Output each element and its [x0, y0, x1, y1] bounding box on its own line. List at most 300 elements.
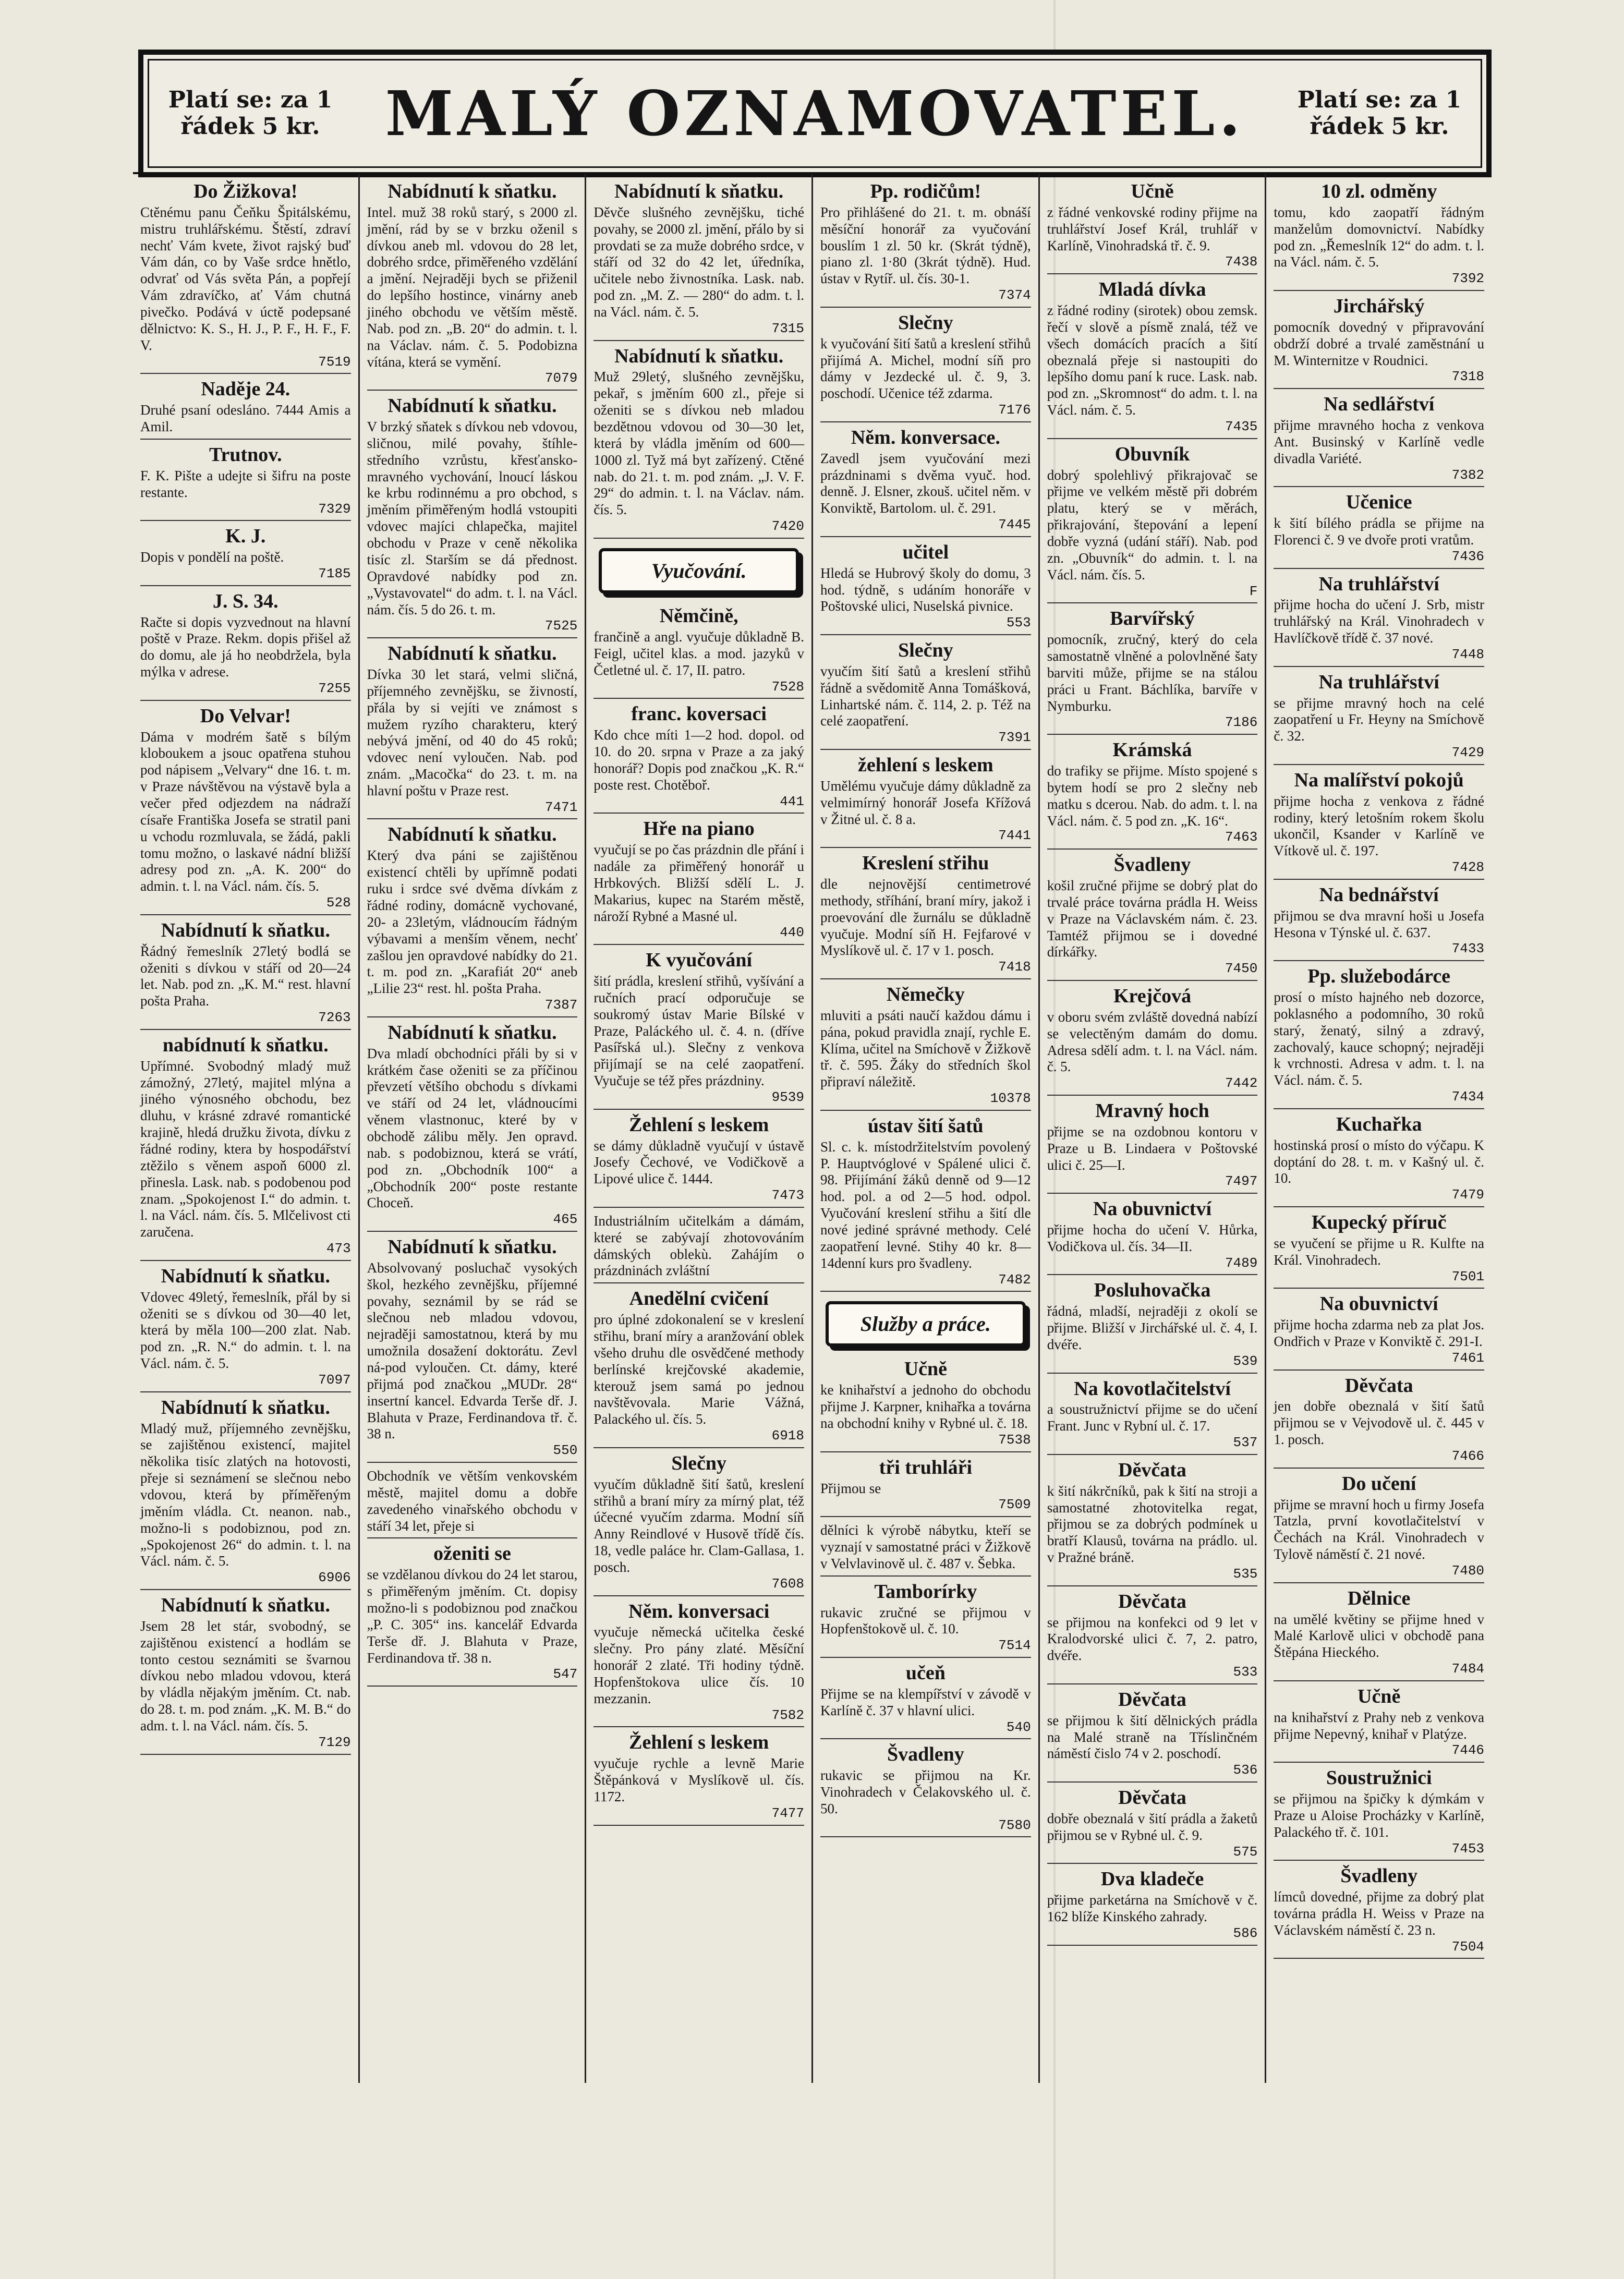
- ad-number: 9539: [771, 1089, 805, 1105]
- ad-number: 7392: [1451, 271, 1485, 287]
- classified-ad: [593, 346, 804, 539]
- ad-heading: Učně: [1131, 180, 1174, 202]
- ad-text: Vdovec 49letý, řemeslník, přál by si oženiti se s dívkou od 30—40 let, která by měla 100—200 zlat. Nab. pod zn. „R. N.“ do admin. t. l. na Václ. nám. č. 5.: [140, 1289, 351, 1372]
- ad-text: dobře obeznalá v šití prádla a žaketů přijmou se v Rybné ul. č. 9.: [1047, 1810, 1258, 1843]
- ad-text: se vyučení se přijme u R. Kulfte na Král. Vinohradech.: [1274, 1235, 1485, 1268]
- ad-number: 7525: [544, 618, 578, 634]
- ad-text: Kdo chce míti 1—2 hod. dopol. od 10. do 20. srpna v Praze a za jaký honorář? Dopis pod značkou „K. R.“ poste rest. Chotěboř.: [593, 727, 805, 793]
- ad-number: 7446: [1451, 1742, 1485, 1759]
- classified-ad: [593, 1115, 804, 1208]
- ad-number: 550: [553, 1442, 578, 1459]
- classified-ad: [367, 1237, 578, 1463]
- ad-heading: Nabídnutí k sňatku.: [614, 180, 784, 202]
- classified-ad: [367, 1023, 578, 1232]
- classified-ad: [140, 920, 351, 1030]
- classified-ad: [1274, 394, 1484, 487]
- ad-heading: Něm. konversaci: [628, 1600, 770, 1622]
- ad-number: 6918: [771, 1428, 805, 1444]
- ad-number: 473: [326, 1241, 351, 1257]
- ad-text: rukavic se přijmou na Kr. Vinohradech v Čelakovského ul. č. 50.: [820, 1767, 1031, 1816]
- ad-number: 535: [1233, 1566, 1258, 1582]
- ad-heading: Obuvník: [1114, 443, 1190, 465]
- ad-text: Intel. muž 38 roků starý, s 2000 zl. jmění, rád by se v brzku oženil s dívkou aneb ml. vdovou do 28 let, dobrého srdce, přiměřeného vzdělání a jmění. Nejraději bych se přiženil do lepšího hostince, vinárny aneb jiného obchodu ve větším městě. Nab. pod zn. „B. 20“ do admin. t. l. na Václav. nám. č. 5. Podobizna vítána, která se vymění.: [367, 204, 578, 370]
- ad-number: 7501: [1451, 1268, 1485, 1284]
- ad-text: vyučím důkladně šití šatů, kreslení střihů a braní míry za mírný plat, též účecné vyučím zdarma. Modní síň Anny Reindlové v Husově třídě čís. 18, vedle paláce hr. Clam-Gallasa, 1. posch.: [593, 1476, 805, 1575]
- ad-text: Ctěnému panu Čeňku Špitálskému, mistru truhlářskému. Štěstí, zdraví nechť Vám kvete, život rajský buď Vám dán, co by Vaše srdce hnětlo, odvrať od Vás světa Pán, a popřejí Vám zdravíčko, ať Vám chutná pivečko. Podává v úctě podepsané dělnictvo: K. S., H. J., P. F., H. F., F. V.: [140, 204, 351, 353]
- classified-ad: [820, 985, 1031, 1111]
- ad-heading: žehlení s leskem: [858, 754, 993, 776]
- classified-ad: [820, 1458, 1031, 1517]
- ad-heading: Pp. služebodárce: [1307, 965, 1451, 988]
- classified-ad: [820, 1744, 1031, 1837]
- ad-number: 528: [326, 895, 351, 911]
- ad-number: 7466: [1451, 1448, 1485, 1464]
- classified-ad: [820, 853, 1031, 979]
- classified-columns: [133, 172, 1492, 2083]
- ad-number: 7445: [998, 517, 1031, 533]
- ad-heading: Děvčata: [1118, 1688, 1186, 1711]
- ad-text: řádná, mladší, nejraději z okolí se přijme. Bližší v Jirchářské ul. č. 4, I. dvéře.: [1047, 1303, 1258, 1353]
- ad-text: a soustružnictví přijme se do učení Frant. Junc v Rybní ul. č. 17.: [1047, 1401, 1258, 1434]
- ad-text: z řádné venkovské rodiny přijme na truhlářství Josef Král, truhlář v Karlíně, Vinohradská tř. č. 9.: [1047, 204, 1258, 253]
- ad-heading: Na sedlářství: [1324, 393, 1435, 416]
- ad-text: jen dobře obeznalá v šití šatů přijmou se v Vejvodově ul. č. 445 v 1. posch.: [1274, 1398, 1485, 1448]
- ad-number: 440: [780, 925, 805, 941]
- classified-ad: [1047, 1379, 1258, 1455]
- classified-ad: [593, 950, 804, 1110]
- ad-heading: Dělnice: [1348, 1587, 1411, 1609]
- ad-number: 7428: [1451, 859, 1485, 876]
- ad-number: 7580: [998, 1817, 1031, 1833]
- ad-heading: Krejčová: [1113, 985, 1192, 1008]
- ad-heading: 10 zl. odměny: [1320, 180, 1437, 202]
- classified-ad: [820, 1582, 1031, 1658]
- ad-number: 7582: [771, 1707, 805, 1723]
- ad-number: 7438: [1225, 254, 1258, 270]
- classified-ad: [1047, 181, 1258, 274]
- ad-number: 7318: [1451, 369, 1485, 385]
- ad-number: 7185: [318, 565, 351, 581]
- classified-ad: [1047, 855, 1258, 981]
- ad-heading: Učenice: [1346, 491, 1412, 514]
- ad-heading: Nabídnutí k sňatku.: [614, 345, 784, 367]
- classified-ad: [593, 1213, 804, 1283]
- ad-number: 7489: [1225, 1255, 1258, 1271]
- ad-number: 7391: [998, 730, 1031, 746]
- ad-text: se vzdělanou dívkou do 24 let starou, s přiměřeným jměním. Ct. dopisy možno-li s podobiznou pod značkou „P. C. 305“ ins. kancelář Edvarda Terše dř. J. Blahuta v Praze, Ferdinandova tř. 38 n.: [367, 1567, 578, 1666]
- ad-number: 7387: [544, 997, 578, 1013]
- ad-number: 553: [1006, 615, 1031, 631]
- ad-heading: Děvčata: [1118, 1590, 1186, 1613]
- classified-ad: [367, 396, 578, 638]
- ad-number: 7509: [998, 1497, 1031, 1513]
- ad-text: šití prádla, kreslení střihů, vyšívání a ručních prací odporučuje se soukromý ústav Marie Bílské v Praze, Paláckého ul. č. 4. n. (dříve Pasířská ul.). Slečny z venkova přijímají se na celé zaopatření. Vyučuje se též přes prázdniny.: [593, 973, 805, 1089]
- classified-ad: [820, 1663, 1031, 1739]
- ad-heading: Naděje 24.: [201, 378, 290, 401]
- classified-ad: [1274, 492, 1484, 568]
- ad-text: Račte si dopis vyzvednout na hlavní poště v Praze. Rekm. dopis přišel až do domu, ale já ho neobdržela, byla mýlka v adrese.: [140, 614, 351, 680]
- ad-heading: Žehlení s leskem: [629, 1113, 769, 1136]
- ad-text: se přijmou k šití dělnických prádla na Malé straně na Tříslinčném náměstí čislo 74 v 2. poschodí.: [1047, 1712, 1258, 1762]
- ad-number: 7441: [998, 828, 1031, 844]
- ad-text: dobrý spolehlivý přikrajovač se přijme ve velkém městě při dobrém platu, který se v měrách, přikrajování, štepování a lepení dobře vyzná (udání stáří). Nab. pod zn. „Obuvník“ do admin. t. l. na Václ. nám. čís. 5.: [1047, 467, 1258, 583]
- classified-ad: [140, 1595, 351, 1755]
- ad-text: Obchodník ve větším venkovském městě, majitel domu a dobře zavedeného vinařského obchodu v stáří 34 let, přeje si: [367, 1468, 578, 1534]
- classified-ad: [1274, 574, 1484, 667]
- ad-text: pomocník dovedný v připravování obdrží dobré a trvalé zaměstnání u M. Winternitze v Roudnici.: [1274, 319, 1485, 368]
- ad-text: Sl. c. k. místodržitelstvím povolený P. Hauptvóglové v Spálené ulici č. 98. Přijímání žáků denně od 9—12 hod. pol. a od 2—5 hod. odpol. Vyučování kreslení střihu a šití dle nové jediné správné methody. Celé zaopatření levné. Stihy 40 kr. 8—14denní kurs pro švadleny.: [820, 1138, 1031, 1271]
- ad-heading: franc. koversaci: [631, 703, 767, 725]
- ad-text: se přijmou na špičky k dýmkám v Praze u Aloise Procházky v Karlíně, Palackého tř. č. 101.: [1274, 1791, 1485, 1840]
- ad-heading: Slečny: [898, 311, 953, 334]
- ad-number: 7482: [998, 1271, 1031, 1288]
- ad-heading: Švadleny: [1340, 1865, 1418, 1887]
- ad-text: Který dva páni se zajištěnou existencí chtěli by upřímně podati ruku i srdce své dvěma dívkám z řádné rodiny, domácně vychované, 20- a 23letým, vládnoucím řádným výbavami a menším věnem, nechť zašlou jen opravdové nabídky do 21. t. m. pod zn. „Karafiát 20“ aneb „Lilie 23“ rest. hl. pošta Praha.: [367, 847, 578, 997]
- ad-number: 7484: [1451, 1661, 1485, 1677]
- classified-ad: [140, 591, 351, 701]
- ad-heading: Nabídnutí k sňatku.: [387, 823, 557, 846]
- ad-text: Pro přihlášené do 21. t. m. obnáší měsíční honorář za vyučování bouslím 1 zl. 50 kr. (Skrát týdně), piano zl. 1·80 (3krát týdně). Hud. ústav v Rytíř. ul. čís. 30-1.: [820, 204, 1031, 287]
- ad-heading: Něm. konversace.: [851, 426, 1000, 448]
- ad-text: hostinská prosí o místo do výčapu. K doptání do 28. t. m. v Kašný ul. č. 10.: [1274, 1137, 1485, 1186]
- ad-text: Umělému vyučuje dámy důkladně za velmimírný honorář Josefa Křížová v Žitné ul. č. 8 a.: [820, 778, 1031, 827]
- ad-heading: Nabídnutí k sňatku.: [387, 643, 557, 665]
- ad-heading: Mladá dívka: [1098, 278, 1206, 301]
- ad-heading: Dva kladeče: [1100, 1868, 1204, 1890]
- classified-ad: [1047, 1199, 1258, 1275]
- ad-heading: Děvčata: [1118, 1787, 1186, 1809]
- ad-text: Industriálním učitelkám a dámám, které se zabývají zhotovováním dámských oblekù. Zahájím o prázdninách zvláštní: [593, 1213, 805, 1279]
- classified-ad: [1274, 1213, 1484, 1289]
- ad-heading: Švadleny: [887, 1743, 964, 1766]
- ad-text: Přijmou se: [820, 1480, 881, 1496]
- classified-ad: [1274, 1768, 1484, 1861]
- ad-heading: nabídnutí k sňatku.: [162, 1034, 329, 1056]
- classified-ad: [1047, 1788, 1258, 1864]
- classified-ad: [1047, 1592, 1258, 1684]
- ad-number: 586: [1233, 1925, 1258, 1941]
- ad-text: k šití nákrčníků, pak k šití na stroji a samostatné zhotovitelka regat, přijmou se za dobrých podmínek u bratří Klausů, továrna na prádlo. ul. v Pražné bráně.: [1047, 1483, 1258, 1566]
- ad-heading: Kuchařka: [1336, 1113, 1422, 1135]
- ad-number: F: [1249, 583, 1258, 599]
- ad-number: 7433: [1451, 941, 1485, 957]
- ad-text: přijme hocha do učení J. Srb, mistr truhlářský na Král. Vinohradech v Havlíčkově třídě č. 37 nové.: [1274, 597, 1485, 646]
- classified-ad: [593, 606, 804, 699]
- classified-ad: [1047, 1869, 1258, 1945]
- ad-text: se přijmou na konfekci od 9 let v Kralodvorské ulici č. 7, 2. patro, dvéře.: [1047, 1614, 1258, 1664]
- ad-number: 7442: [1225, 1075, 1258, 1092]
- classified-ad: [367, 1544, 578, 1687]
- ad-text: límců dovedné, přijme za dobrý plat továrna prádla H. Weiss v Praze na Václavském náměstí č. 23 n.: [1274, 1889, 1485, 1938]
- ad-heading: Nabídnutí k sňatku.: [387, 180, 557, 202]
- ad-text: Muž 29letý, slušného zevnějšku, pekař, s jměním 600 zl., přeje si oženiti se s dívkou neb mladou bezdětnou vdovou od 30—30 let, která by vládla jměním od 600—1000 zl. Tyž má byt zařízený. Ctěné nab. do 21. t. m. pod znám. „J. V. F. 29“ do admin. t. l. na Václav. nám. čís. 5.: [593, 369, 805, 518]
- ad-text: Mladý muž, příjemného zevnějšku, se zajištěnou existencí, majitel několika tisíc zlatých na hotovosti, přeje si seznámení se slečnou nebo vdovou, která by příměřeným jměním vládla. Ct. neanon. nab., možno-li s podobiznou, pod zn. „Spokojenost 26“ do admin. t. l. na Václ. nám. č. 5.: [140, 1420, 351, 1569]
- ad-heading: učeň: [905, 1662, 946, 1684]
- column-3: [586, 174, 813, 2083]
- ad-text: pro úplné zdokonalení se v kreslení střihu, braní míry a aranžování oblek všeho druhu dle osvědčené methody berlínské krejčovské akademie, kterouž jsem samá po jednou navštěvovala. Marie Vážná, Palackého ul. čís. 5.: [593, 1312, 805, 1427]
- classified-ad: [140, 379, 351, 440]
- ad-number: 7097: [318, 1372, 351, 1388]
- ad-text: k vyučování šití šatů a kreslení střihů přijímá A. Michel, modní síň pro dámy v Jezdecké ul. č. 9, 3. poschodí. Učenice též zdarma.: [820, 335, 1031, 402]
- classified-ad: [1047, 1280, 1258, 1373]
- ad-heading: Nabídnutí k sňatku.: [161, 1396, 330, 1419]
- classified-ad: [593, 819, 804, 945]
- ad-heading: Mravný hoch: [1095, 1100, 1209, 1122]
- ad-number: 7514: [998, 1638, 1031, 1654]
- ad-text: prosí o místo hajného neb dozorce, poklasného a podomního, 30 roků starý, ženatý, silný a zdravý, zachovalý, kauce schopný; nejraději k vrchnosti. Adresa v adm. t. l. na Václ. nám. č. 5.: [1274, 989, 1485, 1088]
- ad-text: Zavedl jsem vyučování mezi prázdninami s dvěma vyuč. hod. denně. J. Elsner, zkouš. učitel něm. v Konviktě, Bartolom. ul. č. 291.: [820, 450, 1031, 516]
- classified-ad: [1047, 1690, 1258, 1783]
- ad-number: 7129: [318, 1734, 351, 1750]
- classified-ad: [593, 1732, 804, 1825]
- ad-heading: Anedělní cvičení: [629, 1288, 769, 1310]
- ad-text: V brzký sňatek s dívkou neb vdovou, sličnou, milé povahy, štíhle-středního vzrůstu, křesťansko-mravného vychování, lnoucí láskou ke krbu rodinnému a pro obchod, s jměním přiměřeným hodlá vstoupiti vdovec majíci chlapečka, majitel obchodu v Praze v ceně několika tisíc zl. Starším se dá přednost. Opravdové nabídky pod zn. „Vystavovatel“ do adm. t. l. na Václ. nám. čís. 5 do 26. t. m.: [367, 419, 578, 617]
- classified-ad: [1274, 885, 1484, 961]
- ad-number: 539: [1233, 1353, 1258, 1369]
- ad-heading: Na truhlářství: [1318, 573, 1439, 595]
- column-5: [1040, 174, 1267, 2083]
- ad-number: 7448: [1451, 647, 1485, 663]
- ad-text: přijme parketárna na Smíchově v č. 162 blíže Kinského zahrady.: [1047, 1892, 1258, 1925]
- ad-heading: Nabídnutí k sňatku.: [161, 1265, 330, 1287]
- ad-heading: Nabídnutí k sňatku.: [387, 1235, 557, 1258]
- classified-ad: [1047, 280, 1258, 439]
- ad-number: 7473: [771, 1187, 805, 1204]
- ad-text: Druhé psaní odesláno. 7444 Amis a Amil.: [140, 402, 351, 435]
- ad-number: 7463: [1225, 829, 1258, 845]
- ad-number: 7418: [998, 959, 1031, 975]
- ad-number: 7436: [1451, 548, 1485, 564]
- ad-number: 7263: [318, 1010, 351, 1026]
- ad-heading: Do Velvar!: [200, 705, 291, 727]
- ad-text: v oboru svém zvláště dovedná nabízí se velectěným damám do domu. Adresa sdělí adm. t. l. na Václ. nám. č. 5.: [1047, 1009, 1258, 1075]
- ad-number: 7519: [318, 354, 351, 370]
- ad-number: 7480: [1451, 1563, 1485, 1579]
- ad-heading: Kupecký příruč: [1311, 1211, 1447, 1233]
- classified-ad: [593, 1289, 804, 1448]
- ad-text: přijme se na ozdobnou kontoru v Praze u B. Lindaera v Poštovské ulici č. 25—I.: [1047, 1123, 1258, 1173]
- ad-heading: Kreslení střihu: [862, 852, 989, 875]
- classified-ad: [820, 1359, 1031, 1452]
- ad-heading: Učně: [1358, 1685, 1401, 1707]
- ad-heading: oženiti se: [433, 1543, 511, 1565]
- ad-number: 7382: [1451, 467, 1485, 483]
- ad-heading: Děvčata: [1344, 1374, 1413, 1397]
- ad-heading: J. S. 34.: [213, 590, 278, 612]
- ad-text: dělníci k výrobě nábytku, kteří se vyznají v samostatné práci v Žižkově v Velvlavinově ul. č. 487 v. Šebka.: [820, 1522, 1031, 1571]
- ad-heading: Na bednářství: [1319, 883, 1439, 906]
- ad-heading: Učně: [904, 1358, 947, 1380]
- column-1: [133, 174, 360, 2083]
- classified-ad: [820, 542, 1031, 635]
- ad-text: Přijme se na klempířství v závodě v Karlíně č. 37 v hlavní ulici.: [820, 1686, 1031, 1718]
- classified-ad: [1047, 1101, 1258, 1194]
- ad-number: 537: [1233, 1435, 1258, 1451]
- ad-heading: Slečny: [671, 1452, 726, 1474]
- ad-text: košil zručné přijme se dobrý plat do trvalé práce továrna prádla H. Weiss v Praze na Václavském nám. č. 23. Tamtéž přijmou se i dovedné dírkářky.: [1047, 878, 1258, 960]
- classified-ad: [367, 644, 578, 819]
- ad-heading: Děvčata: [1118, 1459, 1186, 1481]
- ad-number: 465: [553, 1211, 578, 1228]
- classified-ad: [140, 706, 351, 915]
- ad-text: vyučím šití šatů a kreslení střihů řádně a svědomitě Anna Tomášková, Linhartské nám. č. 114, 2. p. Též na celé zaopatření.: [820, 663, 1031, 729]
- ad-heading: Slečny: [898, 639, 953, 661]
- classified-ad: [1274, 1294, 1484, 1370]
- ad-text: vyučuje rychle a levně Marie Štěpánková v Myslíkově ul. čís. 1172.: [593, 1755, 805, 1804]
- ad-number: 7450: [1225, 961, 1258, 977]
- ad-number: 7186: [1225, 714, 1258, 731]
- ad-text: frančině a angl. vyučuje důkladně B. Feigl, učitel klas. a mod. jazyků v Četletné ul. č. 17, II. patro.: [593, 628, 805, 678]
- classified-ad: [1047, 986, 1258, 1096]
- classified-ad: [140, 445, 351, 521]
- ad-number: 7528: [771, 678, 805, 695]
- classified-ad: [1274, 1114, 1484, 1207]
- ad-heading: Do učení: [1341, 1472, 1416, 1495]
- ad-text: mluviti a psáti naučí každou dámu i pána, pokud pravidla znají, rychle E. Klíma, učitel na Smíchově v Žižkově tř. č. 595. Žáky do středních škol připraví náležitě.: [820, 1007, 1031, 1090]
- ad-heading: Hře na piano: [643, 818, 755, 840]
- ad-heading: Pp. rodičům!: [870, 180, 981, 202]
- ad-heading: tři truhláři: [879, 1456, 973, 1478]
- ad-number: 533: [1233, 1664, 1258, 1680]
- classified-ad: [820, 640, 1031, 750]
- ad-number: 7315: [771, 320, 805, 336]
- classified-ad: [1274, 672, 1484, 765]
- ad-heading: Jirchářský: [1333, 295, 1425, 317]
- ad-text: se přijme mravný hoch na celé zaopatření u Fr. Heyny na Smíchově č. 32.: [1274, 695, 1485, 744]
- ad-heading: Trutnov.: [209, 443, 282, 466]
- ad-text: Dívka 30 let stará, velmi sličná, příjemného zevnějšku, se živností, přála by si vejíti ve známost s mužem ryzího charakteru, který nebývá jmění, od 40 do 45 roků; vdovec není vyloučen. Nab. pod znám. „Macočka“ do 23. t. m. na hlavní poštu v Praze rest.: [367, 666, 578, 798]
- ad-number: 540: [1006, 1719, 1031, 1735]
- ad-text: přijmou se dva mravní hoši u Josefa Hesona v Týnské ul. č. 637.: [1274, 907, 1485, 940]
- classified-ad: [1274, 1376, 1484, 1469]
- classified-ad: [1274, 181, 1484, 291]
- ad-text: Absolvovaný posluchač vysokých škol, hezkého zevnějšku, příjemné povahy, seznámil by se rád se slečnou neb mladou vdovou, nejraději samostatnou, která by mu umožnila dosažení doktorátu. Zevl ná-pod vyloučen. Ct. dámy, které přijmá pod značkou „MUDr. 28“ insertní kancel. Edvarda Terše dř. J. Blahuta v Praze, Ferdinandova tř. č. 38 n.: [367, 1259, 578, 1442]
- ad-number: 7255: [318, 680, 351, 696]
- classified-ad: [593, 704, 804, 814]
- ad-number: 10378: [990, 1090, 1031, 1107]
- classified-ad: [140, 1266, 351, 1392]
- ad-number: 7374: [998, 287, 1031, 304]
- classified-ad: [593, 1453, 804, 1596]
- ad-heading: Němčině,: [659, 605, 738, 627]
- ad-heading: Do Žižkova!: [193, 180, 298, 202]
- classified-ad: [1047, 1460, 1258, 1586]
- ad-number: 7497: [1225, 1173, 1258, 1190]
- classified-ad: [367, 181, 578, 391]
- ad-text: F. K. Pište a udejte si šifru na poste restante.: [140, 467, 351, 500]
- ad-heading: Soustružnici: [1326, 1767, 1432, 1789]
- ad-number: 7461: [1451, 1350, 1485, 1366]
- column-2: [360, 174, 587, 2083]
- ad-text: vyučuje německá učitelka české slečny. Pro pány zlaté. Měsíční honorář 2 zlaté. Tři hodiny týdně. Hopfenštokova ulice čís. 10 mezzanin.: [593, 1624, 805, 1706]
- ad-text: Dopis v pondělí na poště.: [140, 549, 284, 565]
- ad-number: 7420: [771, 518, 805, 535]
- ad-number: 7471: [544, 799, 578, 815]
- ad-number: 7504: [1451, 1938, 1485, 1955]
- classified-ad: [140, 1398, 351, 1590]
- ad-text: ke knihařství a jednoho do obchodu přijme J. Karpner, knihařka a továrna na obchodní knihy v Rybné ul. č. 18.: [820, 1382, 1031, 1432]
- ad-text: Hledá se Hubrový školy do domu, 3 hod. týdně, s udáním honoráře v Poštovské ulici, Nuselská pivnice.: [820, 565, 1031, 614]
- ad-heading: Na obuvnictví: [1093, 1198, 1212, 1220]
- section-badge: Vyučování.: [599, 548, 799, 593]
- ad-heading: Nabídnutí k sňatku.: [387, 395, 557, 417]
- ad-text: přijme hocha zdarma neb za plat Jos. Ondřich v Praze v Konviktě č. 291-I.: [1274, 1317, 1485, 1350]
- ad-text: přijme mravného hocha z venkova Ant. Businský v Karlíně vedle divadla Variété.: [1274, 417, 1485, 466]
- classified-ad: [367, 825, 578, 1017]
- classified-ad: [820, 1116, 1031, 1292]
- ad-heading: Na truhlářství: [1318, 671, 1439, 693]
- ad-text: Dva mladí obchodníci přáli by si v krátkém čase oženiti se za příčinou převzetí většího obchodu s dívkami ve stáří od 24 let, vládnoucími věnem vlastnonuc, které by v obchodě zálibu měly. Jen opravd. nab. s podobiznou, která se vrátí, pod zn. „Obchodník 100“ a „Obchodník 200“ poste restante Choceň.: [367, 1045, 578, 1211]
- classified-ad: [1274, 1866, 1484, 1959]
- ad-number: 547: [553, 1666, 578, 1682]
- ad-heading: K. J.: [225, 525, 266, 548]
- classified-ad: [1047, 444, 1258, 604]
- ad-text: Děvče slušného zevnějšku, tiché povahy, se 2000 zl. jmění, přálo by si provdati se za muže dobrého srdce, v stáří od 32 do 42 let, úředníka, učitele nebo živnostníka. Lask. nab. pod zn. „M. Z. — 280“ do adm. t. l. na Václ. nám. č. 5.: [593, 204, 805, 320]
- ad-number: 7079: [544, 370, 578, 386]
- ad-number: 7538: [998, 1432, 1031, 1448]
- ad-heading: Barvířský: [1110, 608, 1195, 630]
- ad-text: na knihařství z Prahy neb z venkova přijme Nepevný, knihař v Platýze.: [1274, 1709, 1485, 1742]
- classified-ad: [593, 181, 804, 341]
- classified-ad: [1047, 609, 1258, 735]
- ad-heading: Tamborírky: [874, 1580, 977, 1603]
- section-badge: Služby a práce.: [826, 1301, 1026, 1347]
- ad-heading: Nabídnutí k sňatku.: [161, 919, 330, 941]
- classified-ad: [1274, 966, 1484, 1109]
- ad-text: přijme hocha do učení V. Hůrka, Vodičkova ul. čís. 34—II.: [1047, 1222, 1258, 1254]
- ad-text: Řádný řemeslník 27letý bodlá se oženiti s dívkou v stáří od 20—24 let. Nab. pod zn. „K. M.“ rest. hlavní pošta Praha.: [140, 943, 351, 1009]
- ad-text: Jsem 28 let stár, svobodný, se zajištěnou existencí a hodlám se tonto cestou seznámiti se švarnou dívkou nebo mladou vdovou, která by vládla nějakým jměním. Ct. nab. do 28. t. m. pod znám. „K. M. B.“ do adm. t. l. na Václ. nám. čís. 5.: [140, 1618, 351, 1734]
- ad-number: 536: [1233, 1762, 1258, 1778]
- classified-ad: [820, 181, 1031, 308]
- ad-text: se dámy důkladně vyučují v ústavě Josefy Čechové, ve Vodičkově a Lipové ulice č. 1444.: [593, 1137, 805, 1187]
- ad-number: 7329: [318, 501, 351, 517]
- ad-text: do trafiky se přijme. Místo spojené s bytem hodí se pro 2 slečny neb matku s dcerou. Nab. do adm. t. l. na Václ. nám. č. 5 pod zn. „K. 16“.: [1047, 763, 1258, 829]
- ad-heading: Němečky: [886, 984, 965, 1005]
- ad-text: Dáma v modrém šatě s bílým kloboukem a jsouc opatřena stuhou pod nápisem „Velvary“ dne 16. t. m. v Praze návštěvou na výstavě byla a večer před odjezdem na nádraží císaře Františka Josefa se stratil pani u vchodu rozmluvala, se žádá, pakli tomu možno, o laskavé nádní bližší adresy pod zn. „A. K. 200“ do admin. t. l. na Václ. nám. čís. 5.: [140, 729, 351, 894]
- ad-number: 575: [1233, 1844, 1258, 1860]
- ad-number: 7176: [998, 402, 1031, 418]
- masthead-right-note: Platí se: za 1 řádek 5 kr.: [1297, 86, 1462, 140]
- ad-heading: Posluhovačka: [1094, 1279, 1211, 1302]
- ad-heading: Švadleny: [1113, 854, 1191, 876]
- classified-ad: [1274, 1474, 1484, 1583]
- ad-number: 7434: [1451, 1089, 1485, 1105]
- ad-number: 7429: [1451, 745, 1485, 761]
- classified-ad: [820, 428, 1031, 537]
- column-6: [1266, 174, 1492, 2083]
- classified-ad: [1274, 770, 1484, 880]
- masthead-title: MALÝ OZNAMOVATEL.: [385, 77, 1245, 150]
- classified-ad: [1274, 1687, 1484, 1763]
- classified-ad: [140, 181, 351, 374]
- ad-heading: Nabídnutí k sňatku.: [161, 1594, 330, 1616]
- ad-heading: K vyučování: [646, 949, 753, 972]
- ad-number: 7608: [771, 1575, 805, 1592]
- masthead: [138, 50, 1492, 177]
- ad-heading: ústav šití šatů: [867, 1114, 984, 1137]
- ad-heading: Na malířství pokojů: [1294, 769, 1464, 791]
- masthead-left-note: Platí se: za 1 řádek 5 kr.: [168, 86, 333, 140]
- ad-number: 7453: [1451, 1840, 1485, 1857]
- ad-heading: Nabídnutí k sňatku.: [387, 1021, 557, 1044]
- classified-ad: [140, 526, 351, 586]
- ad-text: z řádné rodiny (sirotek) obou zemsk. řečí v slově a písmě znalá, též ve všech domácích pracích a šití obeznalá přeje si nastoupiti do lepšího domu paní k ruce. Lask. nab. pod zn. „Skromnost“ do adm. t. l. na Václ. nám. č. 5.: [1047, 302, 1258, 418]
- ad-heading: učitel: [902, 541, 949, 563]
- ad-text: k šití bílého prádla se přijme na Florenci č. 9 ve dvoře proti vratům.: [1274, 515, 1485, 548]
- ad-number: 441: [780, 793, 805, 809]
- ad-text: dle nejnovější centimetrové methody, stříhání, braní míry, jakož i proevování dle žurnálu se důkladně vyučuje. Modní síň H. Fejfarové v Myslíkově ul. č. 17 v 1. posch.: [820, 876, 1031, 959]
